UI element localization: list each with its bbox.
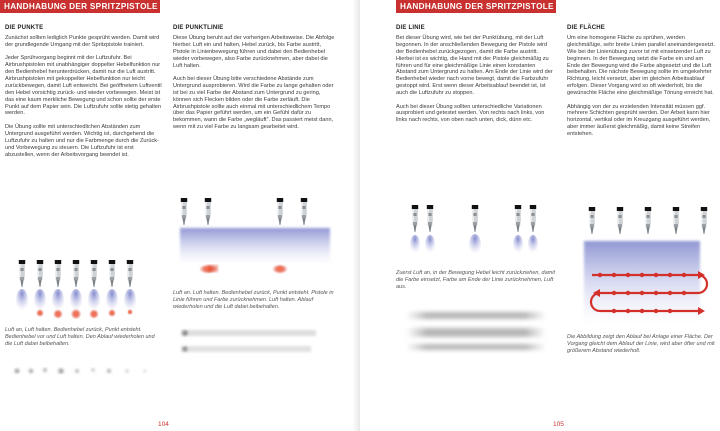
- paragraph: Bei dieser Übung wird, wie bei der Punktübung, mit der Luft begonnen. In der anschließenden Bewegung der Pistole wird der Bedienhebel zurückgezogen, damit die Farbe austritt. Hierbei ist es wichtig, die Hand mit der Pistole gleichmäßig zu führen und für eine gleichmäßige Linie einen konstanten Abstand zum Untergrund zu halten. Am Ende der Linie wird der Bedienhebel wieder nach vorne bewegt, damit die Farbzufuhr gestoppt wird. Erst wenn dieser Arbeitsablauf beendet ist, ist auch die Luftzufuhr zu stoppen.: [396, 34, 553, 97]
- sample-dotline-image: [173, 326, 323, 358]
- paragraph: Zunächst sollten lediglich Punkte gesprüht werden. Damit wird der grundlegende Umgang mit der Spritzpistole trainiert.: [5, 34, 160, 48]
- paragraph: Abhängig von der zu erzielenden Intensität müssen ggf. mehrere Schichten gesprüht werden. Der Arbeit kann hier horizontal, vertikal oder im Kreuzgang ausgeführt werden, aber immer äußerst gleichmäßig, damit keine Streifen entstehen.: [567, 103, 711, 138]
- spray-guns: [19, 260, 133, 287]
- dots-illustration: [10, 258, 160, 328]
- sample-dots-image: [5, 360, 160, 382]
- spray-guns: [181, 198, 307, 225]
- section-title: DIE LINIE: [396, 25, 425, 31]
- paint-dots: [36, 309, 133, 320]
- caption-flaeche: Die Abbildung zeigt den Ablauf bei Anlage einer Fläche. Der Vorgang gleicht dem Ablauf der Linie, wird aber öfter und mit größerem Abstand wiederholt.: [567, 334, 715, 354]
- paragraph: Um eine homogene Fläche zu sprühen, werden gleichmäßige, sehr breite Linien parallel aneinandergesetzt. Wie bei der Linienübung zuvor ist mit einsetzender Luft zu beginnen. In der Bewegung setzt die Farbe ein und am Ende der Bewegung wird die Farbe abgesetzt und die Luft beibehalten. Die nächste Bewegung sollte im umgekehrter Richtung, leicht versetzt, aber im gleichen Arbeitsablauf erfolgen. Dieser Vorgang wird so oft wiederholt, bis die gewünschte Fläche eine gleichmäßige Tönung erreicht hat.: [567, 34, 716, 97]
- page-number-left: 104: [158, 421, 169, 428]
- paragraph: Auch bei dieser Übung bitte verschiedene Abstände zum Untergrund ausprobieren. Wird die Farbe zu lange gehalten oder ist bei zu viel Farbe der Abstand zum Untergrund zu gering, können sich Flecken bilden oder die Farbe zerläuft. Die Airbrushpistole sollte auch einmal mit unterschiedlichem Tempo über das Papier geführt werden, um ein Gefühl dafür zu bekommen, wann die Farbe „wegläuft“. Das passiert meist dann, wenn mit zu viel Farbe zu langsam gearbeitet wird.: [173, 75, 334, 131]
- section-title: DIE PUNKTE: [5, 25, 44, 31]
- paragraph: Die Übung sollte mit unterschiedlichen Abständen zum Untergrund ausgeführt werden. Wichtig ist, durchgehend die Luftzufuhr zu halten und nur die Farbmenge durch die Zurück- und Vorbewegung zu steuern. Die Luftzufuhr ist erst abzustellen, wenn der Arbeitsvorgang beendet ist.: [5, 123, 159, 158]
- running-header-text: HANDHABUNG DER SPRITZPISTOLE: [400, 2, 554, 11]
- line-illustration: [405, 203, 545, 268]
- spray-guns: [589, 207, 707, 234]
- running-header-left: [0, 0, 160, 13]
- section-punkte: [5, 25, 163, 165]
- spray-cones: [410, 234, 538, 256]
- section-linie: [396, 25, 556, 131]
- section-flaeche: [567, 25, 717, 145]
- page-number-right: 105: [553, 421, 564, 428]
- paragraph: Auch bei dieser Übung sollten unterschiedliche Variationen ausprobiert und getestet werden. Von rechts nach links, von links nach rechts, von oben nach unten, dick, dünn etc.: [396, 103, 545, 124]
- spray-guns: [412, 205, 536, 232]
- running-header-text: HANDHABUNG DER SPRITZPISTOLE: [4, 2, 158, 11]
- running-header-right: [396, 0, 556, 13]
- caption-punkte: Luft an, Luft halten. Bedienhebel zurück, Punkt entsteht. Bedienhebel vor und Luft halten. Den Ablauf wiederholen und die Luft dabei beibehalten.: [5, 327, 155, 347]
- dotline-illustration: [172, 195, 342, 285]
- sample-lines-image: [396, 302, 556, 357]
- paint-dotline: [199, 264, 288, 274]
- caption-linie: Zuerst Luft an, in der Bewegung Hebel leicht zurückziehen, damit die Farbe einsetzt, Farbe am Ende der Linie zurücknehmen, Luft aus.: [396, 270, 555, 290]
- right-page: [360, 0, 720, 431]
- paragraph: Jeder Sprühvorgang beginnt mit der Luftzufuhr. Bei Airbrushpistolen mit unabhängiger doppelter Hebelfunktion nur den Bedienhebel herunterdrücken, damit nur die Luft austritt. Airbrushpistolen mit gekoppelter Hebelfunktion nur leicht zurückbewegen, damit Luft entweicht. Bei geöffnetem Luftventil den Hebel vorsichtig zurück- und wieder vorbewegen. Meist ist das eine kaum merkliche Bewegung und schon sollte der erste Punkt auf dem Papier sein. Die Luftzufuhr sollte stetig gehalten werden.: [5, 55, 162, 117]
- section-title: DIE FLÄCHE: [567, 25, 605, 31]
- spray-band: [180, 228, 330, 264]
- caption-punktlinie: Luft an. Luft halten. Bedienhebel zurück, Punkt entsteht. Pistole in Linie führen und Farbe zurücknehmen. Luft halten. Ablauf wiederholen und die Luft dabei beibehalten.: [173, 290, 334, 310]
- section-title: DIE PUNKTLINIE: [173, 25, 224, 31]
- paragraph: Diese Übung beruht auf der vorherigen Arbeitsweise. Die Abfolge hierbei: Luft ein und halten, Hebel zurück, bis Farbe austritt, Pistole in Linienbewegung führen und dabei den Bedienhebel wieder vorbewegen, also Farbe zurücknehmen, aber dabei die Luft halten.: [173, 34, 335, 69]
- area-illustration: [580, 205, 720, 330]
- section-punktlinie: [173, 25, 338, 138]
